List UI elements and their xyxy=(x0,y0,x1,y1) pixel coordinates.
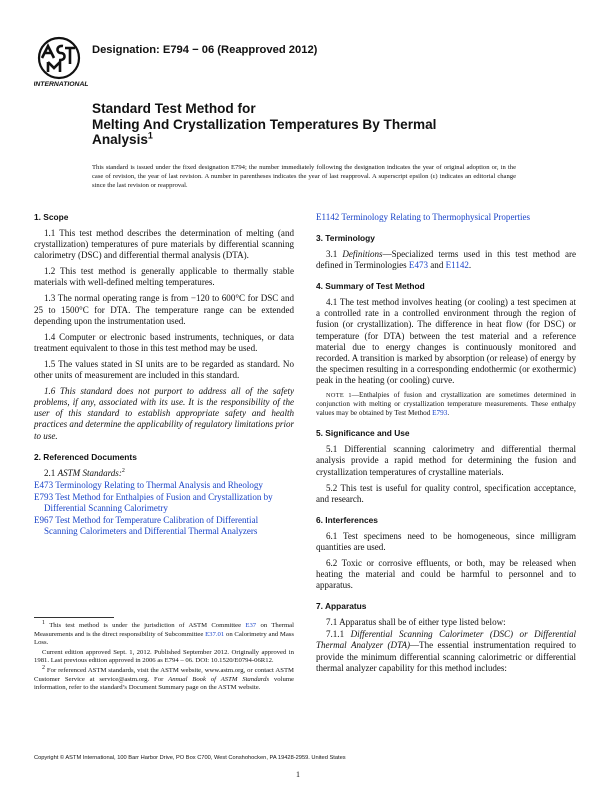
para-1-1: 1.1 This test method describes the determination of melting (and crystallization) temperatures of pure materials by differential scanning calorimetry (DSC) and differential thermal analysis (DTA). xyxy=(34,228,294,261)
section-heading-interferences: 6. Interferences xyxy=(316,514,378,525)
link-e1142[interactable]: E1142 xyxy=(445,260,469,271)
para-1-2: 1.2 This test method is generally applicable to thermally stable materials with well-defined melting temperatures. xyxy=(34,266,294,288)
astm-logo xyxy=(34,36,88,88)
para-6-1: 6.1 Test specimens need to be homogeneous, since milligram quantities are used. xyxy=(316,530,576,552)
note-1: NOTE 1—Enthalpies of fusion and crystallization are sometimes determined in conjunction with melting or crystallization temperature measurements. These enthalpy values may be obtained by Test Method E793. xyxy=(316,391,577,418)
link-e473[interactable]: E473 xyxy=(408,260,429,271)
para-4-1: 4.1 The test method involves heating (or cooling) a test specimen at a controlled rate in a controlled environment through the region of fusion (or crystallization). The difference in heat flow (for DSC) or temperature (for DTA) between the test material and a reference material due to energy changes is continuously monitored and recorded. A transition is marked by absorption (or release) of energy by the specimen resulting in a corresponding endothermic (or exothermic) peak in the heating (or cooling) curve. xyxy=(316,297,576,385)
para-5-2: 5.2 This test is useful for quality control, specification acceptance, and research. xyxy=(316,482,576,504)
link-e37[interactable]: E37 xyxy=(245,622,257,629)
para-1-6: 1.6 This standard does not purport to address all of the safety problems, if any, associated with its use. It is the responsibility of the user of this standard to establish appropriate safety and health practices and determine the applicability of regulatory limitations prior to use. xyxy=(34,386,294,441)
footnote-edition: Current edition approved Sept. 1, 2012. Published September 2012. Originally approved in 1981. Last previous edition approved in 2006 as E794 – 06. DOI: 10.1520/E0794-06R12. xyxy=(34,648,294,665)
section-heading-scope: 1. Scope xyxy=(34,212,69,222)
section-heading-referenced: 2. Referenced Documents xyxy=(34,451,137,462)
para-6-2: 6.2 Toxic or corrosive effluents, or both, may be released when heating the material and could be harmful to personnel and to apparatus. xyxy=(316,557,576,591)
link-e37-01[interactable]: E37.01 xyxy=(205,630,225,638)
copyright: Copyright © ASTM International, 100 Barr Harbor Drive, PO Box C700, West Conshohocken, PA 19428-2959. United States xyxy=(34,755,346,761)
section-heading-summary: 4. Summary of Test Method xyxy=(316,281,425,292)
para-7-1-1: 7.1.1 Differential Scanning Calorimeter (DSC) or Differential Thermal Analyzer (DTA)—The essential instrumentation required to provide the minimum differential scanning calorimetric or differential thermal analyzer capability for this method includes: xyxy=(316,629,577,673)
ref-e1142[interactable]: E1142 Terminology Relating to Thermophysical Properties xyxy=(316,212,531,222)
section-heading-apparatus: 7. Apparatus xyxy=(316,601,367,612)
title-line-2: Melting And Crystallization Temperatures By Thermal xyxy=(92,116,437,132)
link-e793[interactable]: E793 xyxy=(432,409,448,418)
left-column xyxy=(34,212,294,538)
ref-e967[interactable]: E967 Test Method for Temperature Calibration of Differential Scanning Calorimeters and Differential Thermal Analyzers xyxy=(34,514,259,537)
section-heading-terminology: 3. Terminology xyxy=(316,233,375,244)
para-1-3: 1.3 The normal operating range is from −120 to 600°C for DSC and 25 to 1500°C for DTA. The temperature range can be extended depending upon the instrumentation used. xyxy=(34,293,294,326)
astm-standards-subhead: 2.1 ASTM Standards:$^2$ xyxy=(44,467,125,478)
footnote-2: $^2$ For referenced ASTM standards, visit the ASTM website, www.astm.org, or contact ASTM Customer Service at service@astm.org. For Annual Book of ASTM Standards volume information, refer to the standard’s Document Summary page on the ASTM website. xyxy=(34,664,294,692)
para-1-4: 1.4 Computer or electronic based instruments, techniques, or data treatment equivalent to those in this test method may be used. xyxy=(34,331,294,353)
page-title xyxy=(92,101,436,148)
para-3-1: 3.1 Definitions—Specialized terms used in this test method are defined in Terminologies E473 and E1142. xyxy=(316,249,577,271)
designation: Designation: E794 − 06 (Reapproved 2012) xyxy=(92,44,318,56)
para-7-1: 7.1 Apparatus shall be of either type listed below: xyxy=(326,617,506,628)
ref-e793[interactable]: E793 Test Method for Enthalpies of Fusion and Crystallization by Differential Scanning Calorimetry xyxy=(34,491,273,513)
footnotes xyxy=(34,619,294,694)
ref-e473[interactable]: E473 Terminology Relating to Thermal Analysis and Rheology xyxy=(34,479,263,490)
footnote-1: $^1$ This test method is under the jurisdiction of ASTM Committee E37 on Thermal Measurements and is the direct responsibility of Subcommittee E37.01 on Calorimetry and Mass Loss. xyxy=(34,619,294,647)
page-number: 1 xyxy=(296,770,300,779)
para-5-1: 5.1 Differential scanning calorimetry and differential thermal analysis provide a rapid method for determining the fusion and crystallization temperatures of crystalline materials. xyxy=(316,444,576,477)
logo-wordmark: INTERNATIONAL xyxy=(34,81,88,88)
title-line-3: Analysis$^1$ xyxy=(92,130,153,147)
right-column xyxy=(316,212,576,679)
footnote-rule xyxy=(34,617,114,618)
section-heading-significance: 5. Significance and Use xyxy=(316,428,410,439)
para-1-5: 1.5 The values stated in SI units are to be regarded as standard. No other units of measurement are included in this standard. xyxy=(34,358,294,381)
issue-note: This standard is issued under the fixed designation E794; the number immediately following the designation indicates the year of original adoption or, in the case of revision, the year of last revision. A number in parentheses indicates the year of last reapproval. A superscript epsilon (ε) indicates an editorial change since the last revision or reapproval. xyxy=(92,164,516,190)
title-line-1: Standard Test Method for xyxy=(92,101,256,116)
